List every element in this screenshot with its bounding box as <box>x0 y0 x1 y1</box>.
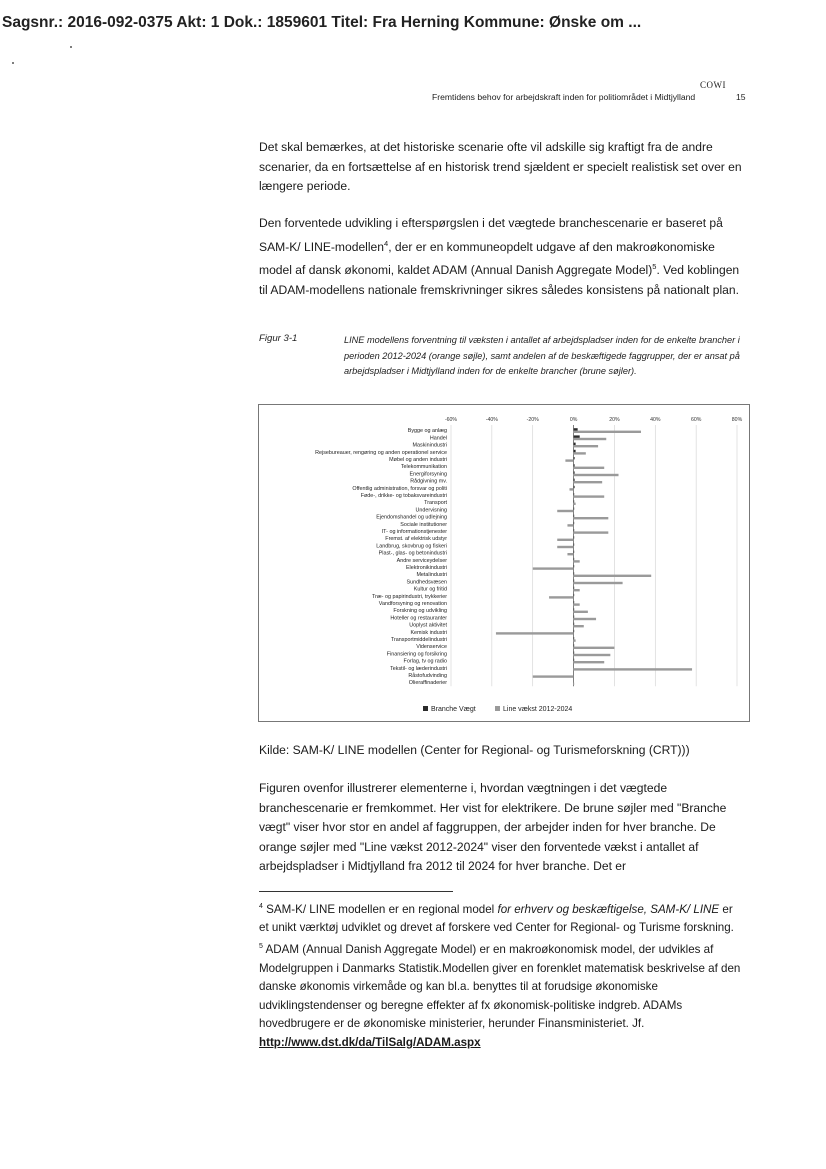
bar-line-vaekst <box>574 661 605 663</box>
bar-branche-vaegt <box>574 651 575 653</box>
chart-canvas <box>259 405 749 721</box>
bar-branche-vaegt <box>574 435 580 437</box>
bar-branche-vaegt <box>574 443 576 445</box>
bar-branche-vaegt <box>574 608 575 610</box>
footnote-ref-5: 5 <box>652 262 657 272</box>
page-number: 15 <box>736 92 746 102</box>
paragraph-2-part-b: , der er en kommuneopdelt udgave af den makroøkonomiske model af dansk økonomi, kaldet ADAM (Annual Danish Aggregate Model) <box>259 239 715 278</box>
category-label: Ejendomshandel og udlejning <box>376 514 447 521</box>
paragraph-2 <box>259 214 743 300</box>
bar-branche-vaegt <box>574 522 575 524</box>
bar-line-vaekst <box>496 632 574 634</box>
bar-line-vaekst <box>574 531 609 533</box>
category-label: Offentlig administration, forsvar og politi <box>352 485 447 492</box>
legend-swatch-branche <box>423 706 428 711</box>
bar-branche-vaegt <box>574 507 575 509</box>
figure-source: Kilde: SAM-K/ LINE modellen (Center for Regional- og Turismeforskning (CRT))) <box>259 743 690 757</box>
bar-branche-vaegt <box>574 515 575 517</box>
bar-line-vaekst <box>574 431 641 433</box>
category-label: Kultur og fritid <box>413 586 447 593</box>
document-header: Sagsnr.: 2016-092-0375 Akt: 1 Dok.: 1859601 Titel: Fra Herning Kommune: Ønske om ... <box>2 14 642 31</box>
category-label: Rådgivning mv. <box>410 478 447 485</box>
bar-line-vaekst <box>574 618 596 620</box>
x-tick-label: 40% <box>650 417 661 423</box>
bar-line-vaekst <box>574 474 619 476</box>
footnote-4-text-italic: for erhverv og beskæftigelse, SAM-K/ LINE <box>497 902 720 916</box>
bar-line-vaekst <box>574 611 588 613</box>
scan-speck <box>70 46 72 48</box>
category-label: Handel <box>429 435 447 442</box>
category-label: Plast-, glas- og betonindustri <box>378 550 447 557</box>
bar-line-vaekst <box>574 647 615 649</box>
bar-line-vaekst <box>557 546 573 548</box>
figure-caption: LINE modellens forventning til væksten i antallet af arbejdspladser inden for de enkelte brancher i perioden 2012-2024 (orange søjle), samt andelen af de beskæftigede faggrupper, der er ansat på arbejdspladser i Midtjylland inden for de enkelte brancher (brune søjler). <box>344 335 740 377</box>
bar-branche-vaegt <box>574 471 575 473</box>
x-tick-label: 80% <box>731 417 743 423</box>
bar-line-vaekst <box>574 503 576 505</box>
x-tick-label: -20% <box>526 417 539 423</box>
category-label: Maskinindustri <box>412 442 447 449</box>
legend-swatch-line <box>495 706 500 711</box>
footnote-4-number: 4 <box>259 903 263 910</box>
bar-branche-vaegt <box>574 464 575 466</box>
bar-line-vaekst <box>574 467 605 469</box>
bar-branche-vaegt <box>574 500 575 502</box>
bar-branche-vaegt <box>574 594 575 596</box>
bar-line-vaekst <box>574 603 580 605</box>
footnote-5-text: ADAM (Annual Danish Aggregate Model) er en makroøkonomisk model, der udvikles af Modelgruppen i Danmarks Statistik.Modellen giver en forenklet matematisk beskrivelse af den danske økonomis virkemåde og kan bl.a. benyttes til at forudsige økonomiske udviklingstendenser og beregne effekter af fx økonomisk-politiske indgreb. ADAMs hovedbrugere er de økonomiske ministerier, herunder Finansministeriet. Jf. <box>259 942 741 1031</box>
category-label: Føde-, drikke- og tobaksvareindustri <box>360 493 447 499</box>
adam-link[interactable]: http://www.dst.dk/da/TilSalg/ADAM.aspx <box>259 1035 481 1049</box>
x-tick-label: 60% <box>690 417 702 423</box>
bar-branche-vaegt <box>574 536 575 538</box>
category-label: Hoteller og restauranter <box>390 615 447 622</box>
footnote-ref-4: 4 <box>384 238 389 248</box>
legend-label-line: Line vækst 2012-2024 <box>503 706 573 713</box>
bar-line-vaekst <box>574 517 609 519</box>
bar-line-vaekst <box>565 459 573 461</box>
category-label: Fremst. af elektrisk udstyr <box>385 536 447 543</box>
category-label: Råstofudvinding <box>408 673 447 679</box>
bar-branche-vaegt <box>574 558 575 560</box>
bar-branche-vaegt <box>574 529 575 531</box>
category-label: Sociale institutioner <box>400 521 447 528</box>
category-label: Tekstil- og læderindustri <box>390 665 447 672</box>
bar-branche-vaegt <box>574 493 575 495</box>
bar-line-vaekst <box>533 675 574 677</box>
bar-line-vaekst <box>557 539 573 541</box>
footnotes <box>259 898 743 1052</box>
category-label: Uoplyst aktivitet <box>409 622 447 629</box>
bar-branche-vaegt <box>574 450 576 452</box>
bar-branche-vaegt <box>574 479 575 481</box>
x-tick-label: -40% <box>485 417 498 423</box>
x-tick-label: 0% <box>569 417 578 423</box>
bar-line-vaekst <box>574 683 575 685</box>
paragraph-3: Figuren ovenfor illustrerer elementerne i, hvordan vægtningen i det vægtede branchescenarie er fremkommet. Her vist for elektrikere. De brune søjler med "Branche vægt" viser hvor stor en andel af faggruppen, der arbejder inden for hver branche. De orange søjler med "Line vækst 2012-2024" viser den forventede vækst i antallet af arbejdspladser i Midtjylland fra 2012 til 2024 for hver branche. Det er <box>259 781 727 874</box>
bar-line-vaekst <box>574 495 605 497</box>
bar-branche-vaegt <box>574 428 578 430</box>
bar-branche-vaegt <box>574 579 575 581</box>
bar-line-vaekst <box>574 582 623 584</box>
category-label: Træ- og papirindustri, trykkerier <box>372 593 447 600</box>
category-label: IT- og informationstjenester <box>381 529 447 535</box>
running-head: Fremtidens behov for arbejdskraft inden for politiområdet i Midtjylland <box>432 92 696 102</box>
scan-speck <box>12 62 14 64</box>
bar-line-vaekst <box>574 560 580 562</box>
category-label: Møbel og anden industri <box>389 457 447 463</box>
bar-line-vaekst <box>574 654 611 656</box>
category-label: Finansiering og forsikring <box>386 651 447 658</box>
bar-branche-vaegt <box>574 659 575 661</box>
category-label: Olieraffinaderier <box>408 680 447 687</box>
category-label: Telekommunikation <box>400 464 447 471</box>
category-label: Undervisning <box>415 507 447 514</box>
bar-line-vaekst <box>549 596 574 598</box>
category-label: Kemisk industri <box>410 629 447 636</box>
category-label: Transportmiddelindustri <box>390 637 447 643</box>
bar-line-vaekst <box>574 438 607 440</box>
bar-line-vaekst <box>574 625 584 627</box>
bar-branche-vaegt <box>574 543 575 545</box>
bar-line-vaekst <box>567 524 573 526</box>
bar-line-vaekst <box>533 567 574 569</box>
bar-line-vaekst <box>574 445 599 447</box>
bar-branche-vaegt <box>574 615 575 617</box>
bar-branche-vaegt <box>574 572 575 574</box>
bar-line-vaekst <box>574 575 652 577</box>
x-tick-label: -60% <box>444 417 458 423</box>
footnote-rule <box>259 891 453 892</box>
category-label: Energiforsyning <box>409 471 447 478</box>
footnote-5-number: 5 <box>259 943 263 951</box>
bar-branche-vaegt <box>574 457 575 459</box>
category-label: Andre serviceydelser <box>396 557 447 564</box>
brand-logo: COWI <box>700 80 726 90</box>
category-label: Forlag, tv og radio <box>403 658 447 665</box>
category-label: Videnservice <box>416 644 447 651</box>
bar-line-vaekst <box>574 639 576 641</box>
bar-branche-vaegt <box>574 601 575 603</box>
category-label: Vandforsyning og renovation <box>378 601 447 607</box>
category-label: Bygge og anlæg <box>407 428 447 435</box>
bar-line-vaekst <box>574 481 603 483</box>
bar-line-vaekst <box>567 553 573 555</box>
category-label: Landbrug, skovbrug og fiskeri <box>376 543 447 550</box>
bar-branche-vaegt <box>574 623 575 625</box>
bar-line-vaekst <box>569 488 573 490</box>
footnote-4-text-c: er et unikt værktøj udviklet og drevet af forskere ved Center for Regional- og Turisme forskning. <box>259 902 734 935</box>
bar-branche-vaegt <box>574 637 575 639</box>
bar-line-vaekst <box>574 668 692 670</box>
category-label: Metalindustri <box>416 572 447 579</box>
paragraph-2-part-a: Den forventede udvikling i efterspørgslen i det vægtede branchescenarie er baseret på SAM-K/ LINE-modellen <box>259 216 723 254</box>
x-tick-label: 20% <box>609 417 620 423</box>
footnote-5 <box>259 938 743 1052</box>
footnote-4-text-a: SAM-K/ LINE modellen er en regional model <box>266 902 498 916</box>
category-label: Sundhedsvæsen <box>406 579 447 586</box>
category-label: Forskning og udvikling <box>393 608 447 615</box>
bar-branche-vaegt <box>574 630 575 632</box>
bar-line-vaekst <box>574 589 580 591</box>
figure-label: Figur 3-1 <box>259 333 298 344</box>
bar-chart <box>258 404 750 722</box>
category-label: Transport <box>424 500 447 507</box>
bar-line-vaekst <box>557 510 573 512</box>
bar-branche-vaegt <box>574 551 575 553</box>
bar-branche-vaegt <box>574 587 575 589</box>
legend-label-branche: Branche Vægt <box>431 706 476 713</box>
paragraph-2-part-c: . Ved koblingen til ADAM-modellens nationale fremskrivninger sikres således konsistens på nationalt plan. <box>259 263 740 297</box>
footnote-4 <box>259 898 743 938</box>
paragraph-1: Det skal bemærkes, at det historiske scenarie ofte vil adskille sig kraftigt fra de andre scenarier, da en fortsættelse af en historisk trend sjældent er specielt realistisk set over en længere periode. <box>259 140 742 194</box>
category-label: Elektronikindustri <box>405 565 447 571</box>
bar-branche-vaegt <box>574 486 575 488</box>
bar-branche-vaegt <box>574 565 575 567</box>
bar-line-vaekst <box>574 452 586 454</box>
category-label: Rejsebureauer, rengøring og anden operationel service <box>315 449 447 456</box>
bar-branche-vaegt <box>574 644 575 646</box>
